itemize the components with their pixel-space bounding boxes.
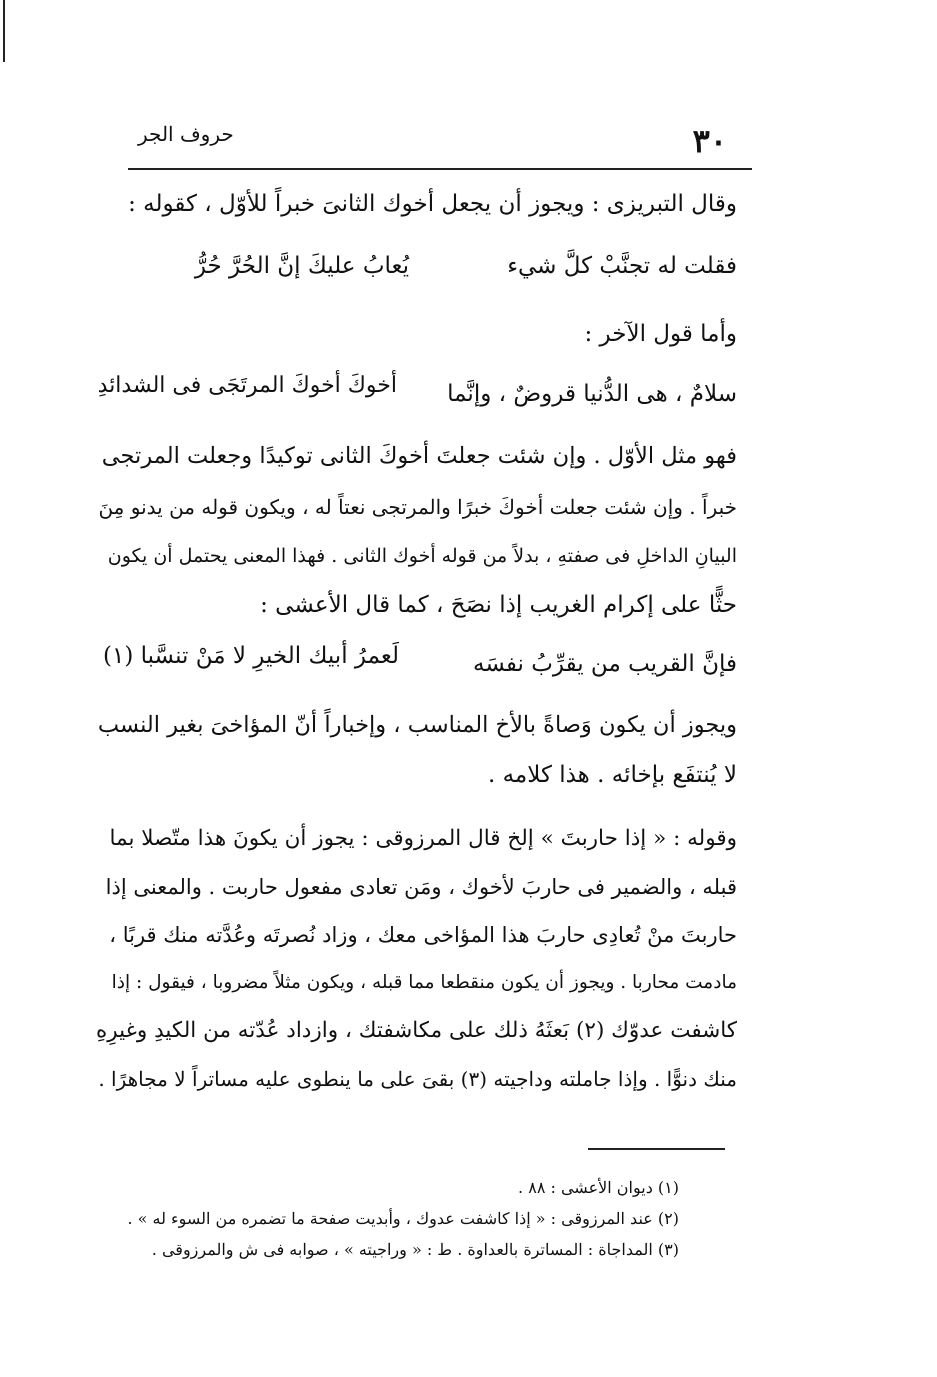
body-line-4: خبراً . وإن شئت جعلت أخوكَ خبرًا والمرتجى نعتاً له ، ويكون قوله من يدنو مِنَ: [98, 495, 737, 519]
verse-3-first-hemistich: فإنَّ القريب من يقرِّبُ نفسَه: [473, 651, 737, 677]
header-rule: [128, 168, 752, 170]
body-line-8: لا يُنتفَع بإخائه . هذا كلامه .: [487, 762, 737, 788]
body-line-3: فهو مثل الأوّل . وإن شئت جعلتَ أخوكَ الثانى توكيدًا وجعلت المرتجى: [101, 443, 737, 469]
body-line-10: قبله ، والضمير فى حاربَ لأخوك ، ومَن تعادى مفعول حاربت . والمعنى إذا: [105, 875, 737, 899]
verse-2-first-hemistich: سلامٌ ، هى الدُّنيا قروضٌ ، وإنَّما: [447, 381, 737, 407]
running-title: حروف الجر: [138, 122, 234, 146]
body-line-6: حثًّا على إكرام الغريب إذا نصَحَ ، كما قال الأعشى :: [260, 592, 737, 618]
body-line-1: وقال التبريزى : ويجوز أن يجعل أخوك الثانىَ خبراً للأوّل ، كقوله :: [128, 191, 737, 217]
body-line-2: وأما قول الآخر :: [584, 321, 737, 347]
body-line-7: ويجوز أن يكون وَصاةً بالأخ المناسب ، وإخباراً أنّ المؤاخىَ بغير النسب: [97, 712, 737, 738]
page-edge-rule: [3, 0, 5, 62]
footnote-3: (٣) المداجاة : المساترة بالعداوة . ط : « وراجيته » ، صوابه فى ش والمرزوقى .: [151, 1240, 679, 1259]
footnote-rule: [588, 1148, 725, 1150]
footnote-1: (١) ديوان الأعشى : ٨٨ .: [518, 1178, 679, 1197]
verse-2-second-hemistich: أخوكَ أخوكَ المرتَجَى فى الشدائدِ: [97, 373, 397, 398]
page-header: [110, 110, 752, 170]
body-line-13: كاشفت عدوّك (٢) بَعثَهُ ذلك على مكاشفتك ، وازداد عُدّته من الكيدِ وغيرِهِ: [96, 1018, 737, 1043]
body-line-5: البيانِ الداخلِ فى صفتهِ ، بدلاً من قوله أخوك الثانى . فهذا المعنى يحتمل أن يكون: [107, 545, 737, 567]
body-line-11: حاربتَ منْ تُعادِى حاربَ هذا المؤاخى معك ، وزاد نُصرتَه وعُدَّته منك قربًا ،: [109, 923, 737, 947]
verse-1-second-hemistich: يُعابُ عليكَ إنَّ الحُرَّ حُرُّ: [194, 253, 409, 279]
verse-3-second-hemistich: لَعمرُ أبيك الخيرِ لا مَنْ تنسَّبا (١): [102, 643, 399, 669]
verse-1-first-hemistich: فقلت له تجنَّبْ كلَّ شيء: [507, 253, 737, 279]
body-line-12: مادمت محاربا . ويجوز أن يكون منقطعا مما قبله ، ويكون مثلاً مضروبا ، فيقول : إذا: [111, 972, 737, 993]
body-line-9: وقوله : « إذا حاربتَ » إلخ قال المرزوقى : يجوز أن يكونَ هذا متّصلا بما: [109, 826, 737, 851]
page-number: ٣٠: [692, 122, 727, 160]
footnote-2: (٢) عند المرزوقى : « إذا كاشفت عدوك ، وأبديت صفحة ما تضمره من السوء له » .: [127, 1209, 679, 1228]
body-line-14: منك دنوًّا . وإذا جاملته وداجيته (٣) بقىَ على ما ينطوى عليه مساتراً لا مجاهرًا .: [98, 1067, 737, 1091]
